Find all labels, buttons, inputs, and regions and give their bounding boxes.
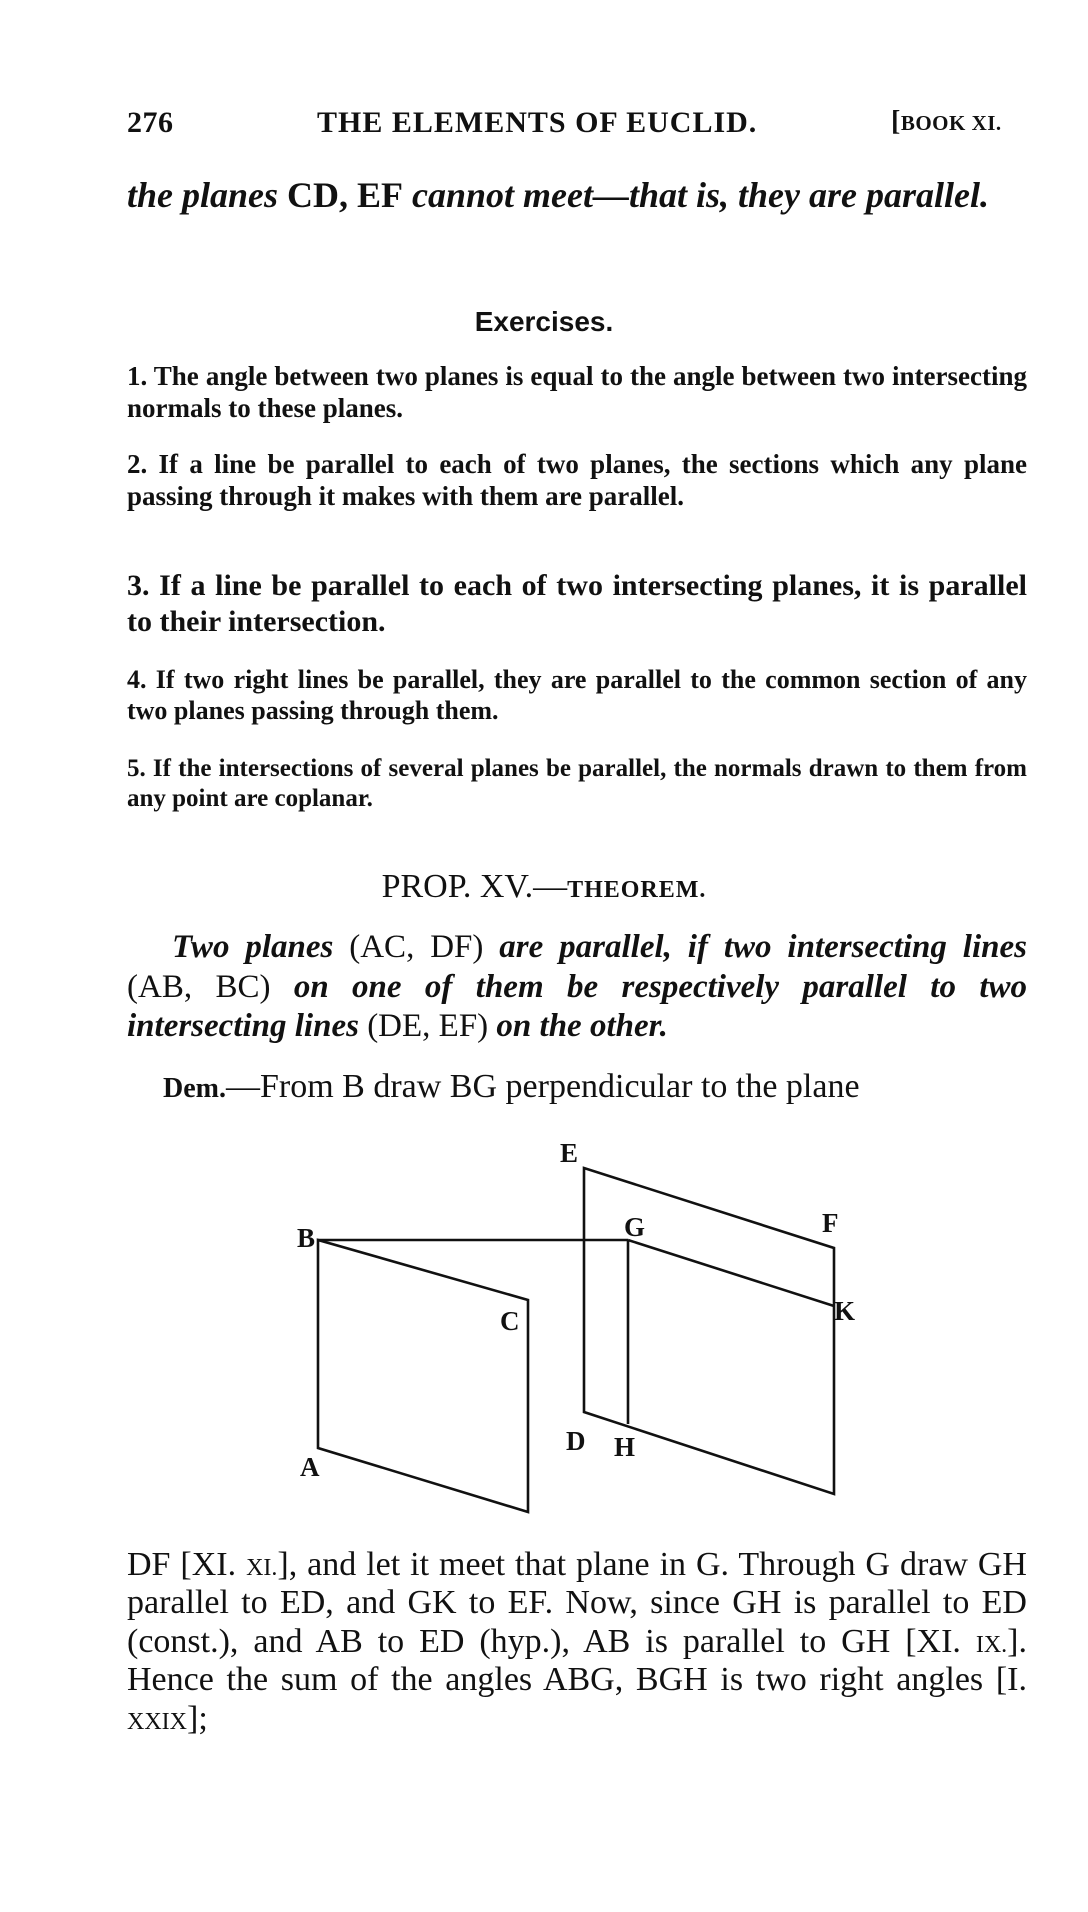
cont-ref-2: IX.	[975, 1631, 1008, 1658]
exercise-1: 1. The angle between two planes is equal to the angle between two intersecting normals to these planes.	[127, 361, 1027, 424]
label-d: D	[566, 1426, 586, 1456]
label-h: H	[614, 1432, 636, 1462]
label-c: C	[500, 1306, 520, 1336]
cont-part-c: ]. Hence the sum of the angles ABG, BGH is two right angles [I.	[127, 1622, 1027, 1699]
intro-text-3: cannot meet—that is, they are parallel.	[403, 175, 989, 215]
statement-part-1: Two planes	[172, 929, 350, 965]
dem-lead: Dem.	[163, 1073, 226, 1104]
dem-text: —From B draw BG perpendicular to the plane	[225, 1068, 860, 1105]
label-f: F	[822, 1208, 839, 1238]
running-title: THE ELEMENTS OF EUCLID.	[317, 106, 758, 139]
exercise-4: 4. If two right lines be parallel, they are parallel to the common section of any two planes passing through them.	[127, 665, 1027, 726]
exercise-5: 5. If the intersections of several planes be parallel, the normals drawn to them from any point are coplanar.	[127, 755, 1027, 812]
cont-part-d: ];	[187, 1699, 208, 1737]
exercise-2: 2. If a line be parallel to each of two planes, the sections which any plane passing through it makes with them are parallel.	[127, 449, 1027, 512]
plane-ac	[318, 1240, 528, 1512]
statement-part-4: (AB, BC)	[127, 968, 271, 1005]
statement-part-2: (AC, DF)	[349, 929, 484, 965]
book-label: BOOK XI.	[900, 111, 1002, 135]
statement-part-6: (DE, EF)	[367, 1008, 489, 1045]
prop-heading-theorem: THEOREM.	[567, 877, 707, 903]
demonstration-continuation	[127, 1546, 1027, 1738]
cont-part-a: DF [XI.	[127, 1546, 247, 1583]
exercise-3: 3. If a line be parallel to each of two intersecting planes, it is parallel to their intersection.	[127, 569, 1027, 638]
statement-part-5: on one of them be respectively parallel to two intersecting lines	[127, 968, 1027, 1045]
label-a: A	[300, 1452, 320, 1482]
statement-part-7: on the other.	[488, 1008, 668, 1045]
label-g: G	[624, 1212, 646, 1242]
exercises-heading: Exercises.	[474, 306, 614, 337]
cont-ref-3: XXIX	[127, 1708, 187, 1735]
intro-text-2: CD, EF	[287, 175, 404, 215]
cont-part-b: ], and let it meet that plane in G. Through G draw GH parallel to ED, and GK to EF. Now, since GH is parallel to ED (const.), and AB to ED (hyp.), AB is parallel to GH [XI.	[127, 1546, 1027, 1660]
label-k: K	[834, 1296, 856, 1326]
book-bracket: [	[891, 106, 901, 137]
page-number: 276	[127, 106, 174, 139]
intro-text-1: the planes	[127, 175, 288, 215]
statement-part-3: are parallel, if two intersecting lines	[483, 929, 1027, 965]
prop-heading-main: PROP. XV.—	[381, 868, 568, 905]
label-e: E	[560, 1138, 579, 1168]
line-gk	[628, 1240, 834, 1306]
cont-ref-1: XI.	[246, 1555, 278, 1581]
label-b: B	[297, 1223, 316, 1253]
